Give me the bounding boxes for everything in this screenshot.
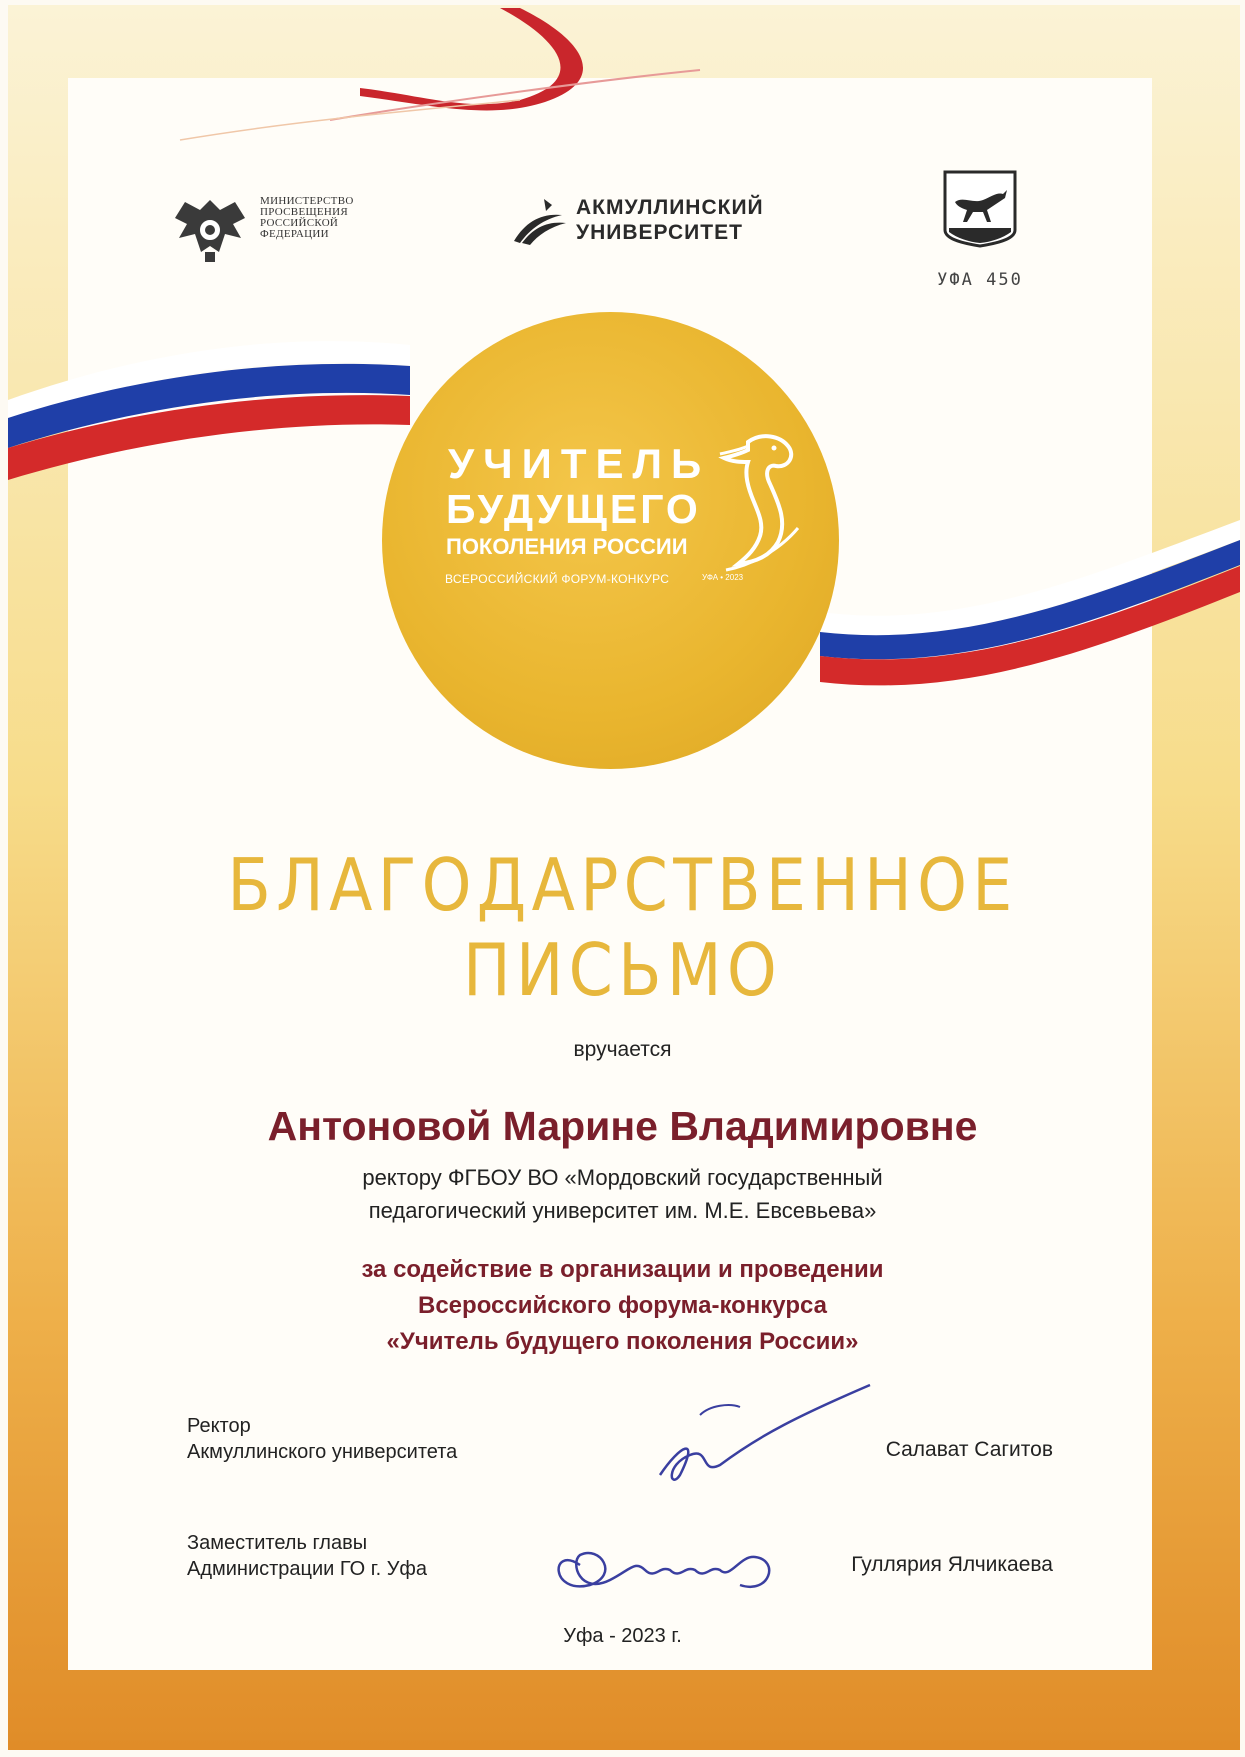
double-headed-eagle-icon (165, 190, 255, 270)
awarded-label: вручается (573, 1038, 672, 1061)
recipient-position-line-2: педагогический университет им. М.Е. Евсевьева» (368, 1198, 877, 1223)
wave-logo-icon (512, 197, 572, 247)
ufa-caption: УФА 450 (937, 270, 1023, 290)
forum-emblem-line-4: ВСЕРОССИЙСКИЙ ФОРУМ-КОНКУРС (445, 572, 670, 586)
ufa-logo (930, 170, 1030, 290)
signatory-2-title (187, 1530, 427, 1582)
signatory-2-title-line-1: Заместитель главы (187, 1532, 368, 1554)
document-title-line-1: БЛАГОДАРСТВЕННОЕ (227, 843, 1018, 927)
recipient-position-line-1: ректору ФГБОУ ВО «Мордовский государственный (362, 1165, 883, 1190)
signatory-2-name: Гуллярия Ялчикаева (851, 1553, 1053, 1576)
reason-line-3: «Учитель будущего поколения России» (386, 1328, 859, 1355)
forum-emblem-line-1: УЧИТЕЛЬ (448, 440, 711, 487)
signature-2-image (540, 1525, 800, 1605)
ministry-line-1: МИНИСТЕРСТВО (260, 195, 354, 207)
pelican-icon (718, 432, 808, 582)
reason-line-1: за содействие в организации и проведении (361, 1256, 884, 1283)
forum-emblem-line-3: ПОКОЛЕНИЯ РОССИИ (446, 534, 688, 559)
signature-1-image (640, 1375, 880, 1495)
top-red-ribbon (360, 8, 583, 110)
signatory-1-name: Салават Сагитов (885, 1438, 1053, 1461)
reason-line-2: Всероссийского форума-конкурса (418, 1292, 827, 1319)
recipient-name: Антоновой Марине Владимировне (267, 1103, 978, 1149)
university-line-2: УНИВЕРСИТЕТ (576, 221, 743, 244)
signatory-2-title-line-2: Администрации ГО г. Уфа (187, 1558, 427, 1580)
forum-emblem-line-2: БУДУЩЕГО (446, 486, 701, 532)
university-line-1: АКМУЛЛИНСКИЙ (576, 196, 764, 219)
forum-emblem-year: УФА • 2023 (702, 573, 744, 582)
signatory-1-title (187, 1413, 457, 1465)
signatory-1-title-line-2: Акмуллинского университета (187, 1441, 458, 1463)
ministry-line-4: ФЕДЕРАЦИИ (260, 228, 329, 240)
marten-shield-icon (943, 170, 1017, 248)
ministry-logo (165, 190, 365, 265)
place-and-date: Уфа - 2023 г. (563, 1625, 682, 1647)
ministry-line-3: РОССИЙСКОЙ (260, 217, 339, 229)
document-title-line-2: ПИСЬМО (463, 928, 782, 1012)
university-logo (512, 195, 772, 255)
ministry-line-2: ПРОСВЕЩЕНИЯ (260, 206, 349, 218)
signatory-1-title-line-1: Ректор (187, 1415, 251, 1437)
